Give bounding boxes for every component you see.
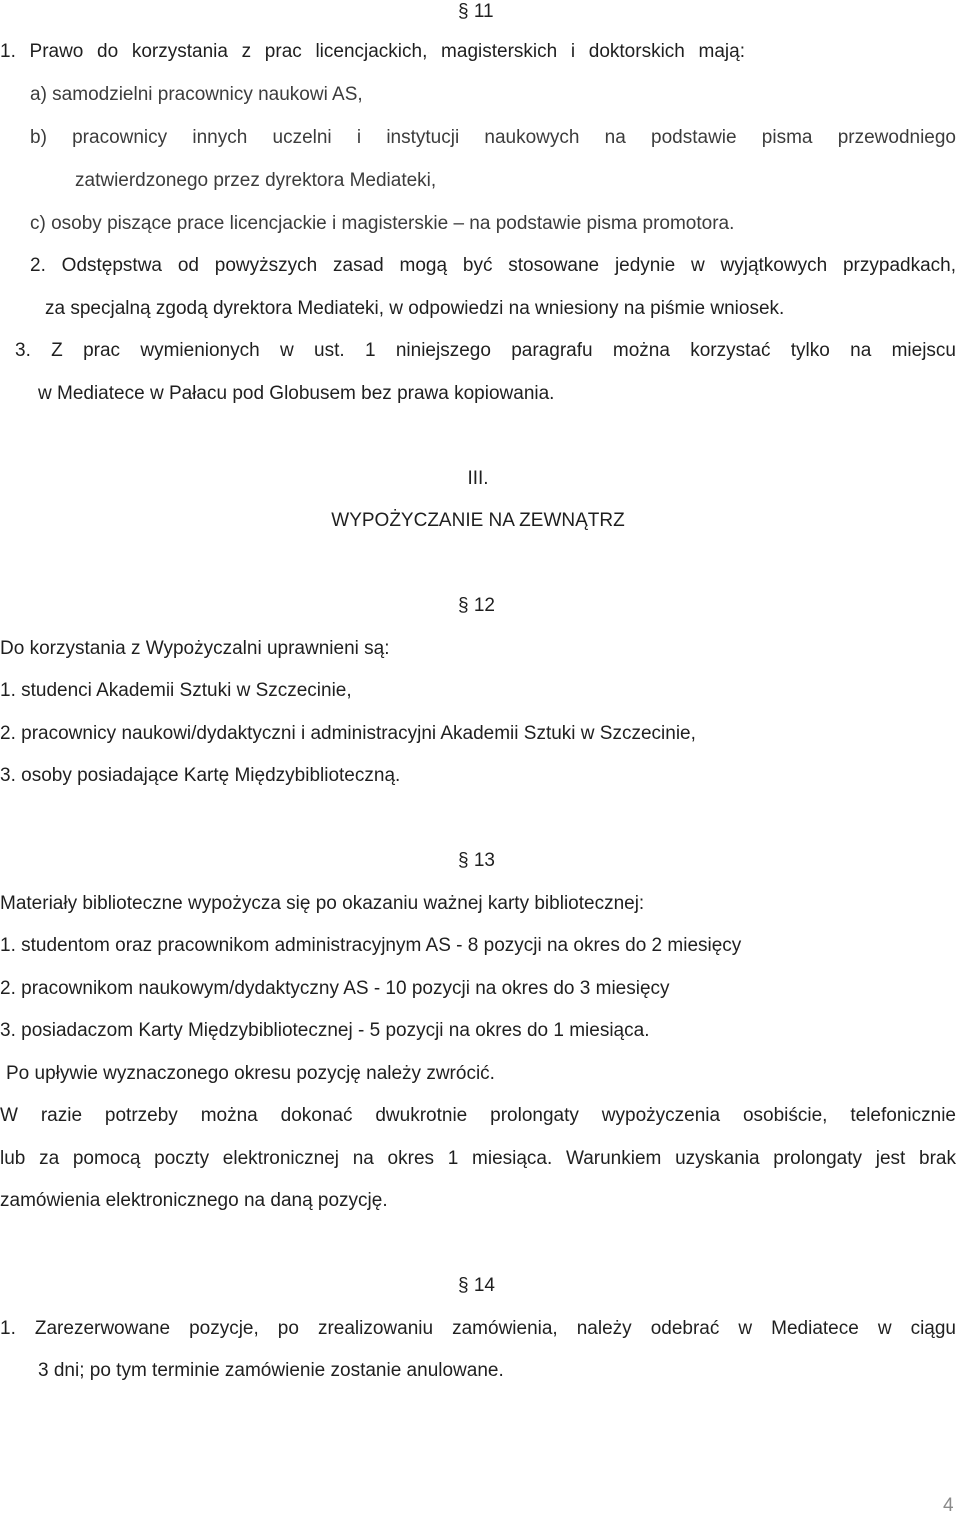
s11-paragraph-2-line-1: 2. Odstępstwa od powyższych zasad mogą być stosowane jedynie w wyjątkowych przypadkach, bbox=[30, 255, 956, 276]
s11-paragraph-3-line-1: 3. Z prac wymienionych w ust. 1 niniejszego paragrafu można korzystać tylko na miejscu bbox=[15, 340, 956, 361]
section-13-heading: § 13 bbox=[458, 850, 495, 871]
s12-item-3: 3. osoby posiadające Kartę Międzybiblioteczną. bbox=[0, 765, 401, 786]
section-12-heading: § 12 bbox=[458, 595, 495, 616]
page-number: 4 bbox=[943, 1495, 954, 1516]
s13-paragraph-2-line-3: zamówienia elektronicznego na daną pozycję. bbox=[0, 1190, 388, 1211]
s11-item-c: c) osoby piszące prace licencjackie i magisterskie – na podstawie pisma promotora. bbox=[30, 213, 735, 234]
s11-paragraph-3-line-2: w Mediatece w Pałacu pod Globusem bez prawa kopiowania. bbox=[38, 383, 555, 404]
chapter-number: III. bbox=[467, 468, 489, 489]
s12-item-2: 2. pracownicy naukowi/dydaktyczni i administracyjni Akademii Sztuki w Szczecinie, bbox=[0, 723, 696, 744]
s11-item-b-line-1: b) pracownicy innych uczelni i instytucji naukowych na podstawie pisma przewodniego bbox=[30, 127, 956, 148]
s12-item-1: 1. studenci Akademii Sztuki w Szczecinie, bbox=[0, 680, 352, 701]
s13-paragraph-2-line-1: W razie potrzeby można dokonać dwukrotnie prolongaty wypożyczenia osobiście, telefonicznie bbox=[0, 1105, 956, 1126]
s11-item-a: a) samodzielni pracownicy naukowi AS, bbox=[30, 84, 363, 105]
s11-item-b-line-2: zatwierdzonego przez dyrektora Mediateki, bbox=[75, 170, 437, 191]
s14-paragraph-1-line-1: 1. Zarezerwowane pozycje, po zrealizowaniu zamówienia, należy odebrać w Mediatece w ciągu bbox=[0, 1318, 956, 1339]
s12-intro: Do korzystania z Wypożyczalni uprawnieni są: bbox=[0, 638, 390, 659]
s14-paragraph-1-line-2: 3 dni; po tym terminie zamówienie zostanie anulowane. bbox=[38, 1360, 504, 1381]
s13-item-1: 1. studentom oraz pracownikom administracyjnym AS - 8 pozycji na okres do 2 miesięcy bbox=[0, 935, 742, 956]
s11-paragraph-1: 1. Prawo do korzystania z prac licencjackich, magisterskich i doktorskich mają: bbox=[0, 41, 745, 62]
s13-intro: Materiały biblioteczne wypożycza się po okazaniu ważnej karty bibliotecznej: bbox=[0, 893, 645, 914]
s13-paragraph-2-line-2: lub za pomocą poczty elektronicznej na okres 1 miesiąca. Warunkiem uzyskania prolongaty jest brak bbox=[0, 1148, 956, 1169]
s11-paragraph-2-line-2: za specjalną zgodą dyrektora Mediateki, w odpowiedzi na wniesiony na piśmie wniosek. bbox=[45, 298, 785, 319]
section-14-heading: § 14 bbox=[458, 1275, 495, 1296]
chapter-title: WYPOŻYCZANIE NA ZEWNĄTRZ bbox=[331, 510, 625, 531]
s13-item-3: 3. posiadaczom Karty Międzybibliotecznej - 5 pozycji na okres do 1 miesiąca. bbox=[0, 1020, 650, 1041]
section-11-heading: § 11 bbox=[458, 1, 494, 22]
s13-item-2: 2. pracownikom naukowym/dydaktyczny AS - 10 pozycji na okres do 3 miesięcy bbox=[0, 978, 670, 999]
s13-paragraph-1: Po upływie wyznaczonego okresu pozycję należy zwrócić. bbox=[6, 1063, 495, 1084]
